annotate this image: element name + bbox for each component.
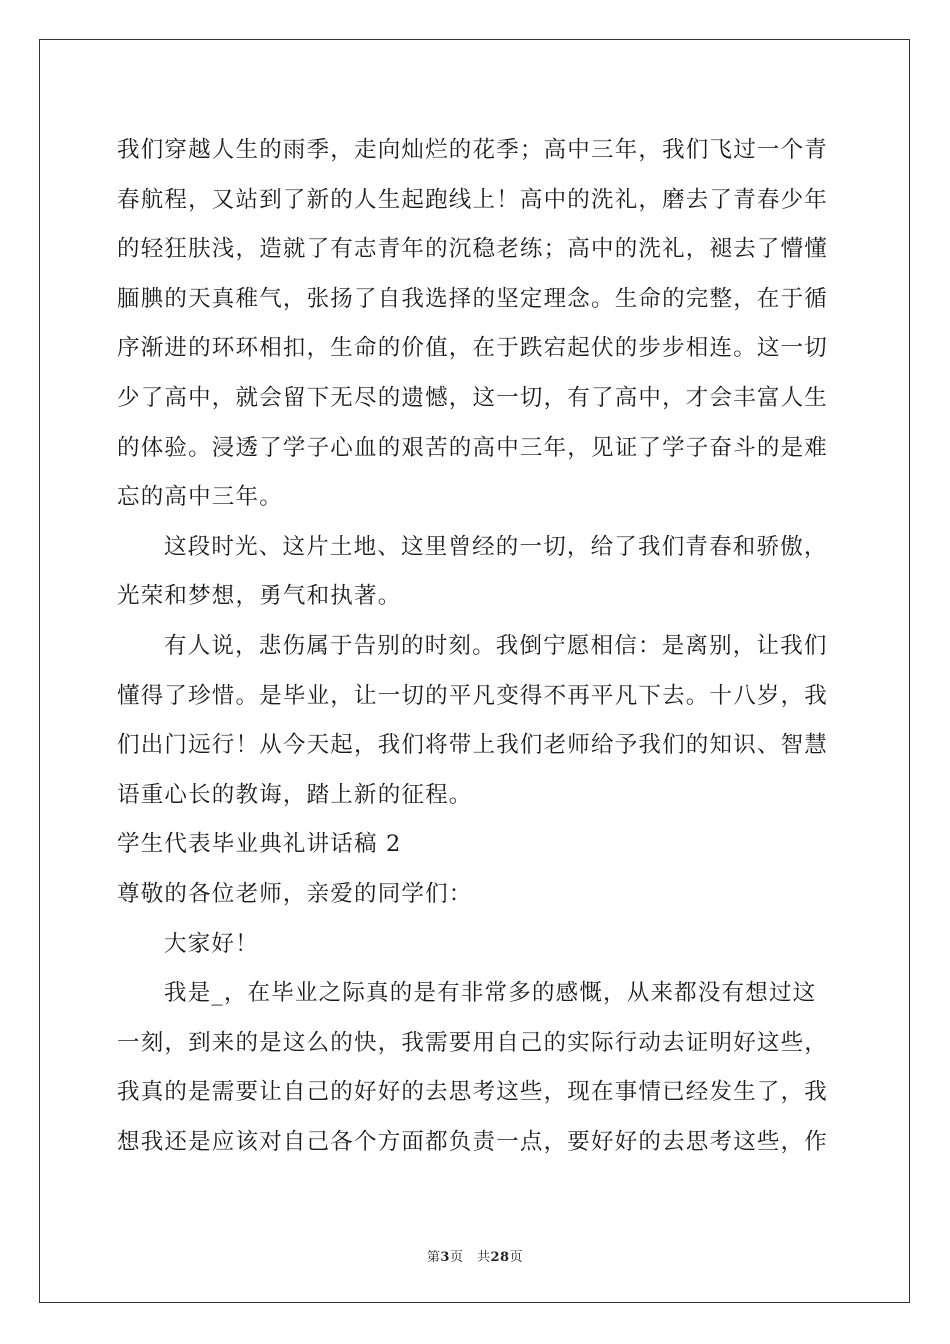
paragraph-start: 我是_，在毕业之际真的是有非常多的感慨，从来都没有想过这 [164, 980, 817, 1007]
paragraph-start: 有人说，悲伤属于告别的时刻。我倒宁愿相信：是离别，让我们 [164, 632, 828, 659]
text-line: 语重心长的教诲，踏上新的征程。 [117, 781, 473, 808]
text-line: 腼腆的天真稚气，张扬了自我选择的坚定理念。生命的完整，在于循 [117, 285, 829, 312]
text-line: 一刻，到来的是这么的快，我需要用自己的实际行动去证明好这些， [117, 1029, 829, 1056]
total-page-count: 28 [490, 1250, 510, 1265]
page-footer [0, 1246, 950, 1265]
footer-prefix: 第 [426, 1250, 441, 1265]
footer-mid: 页 共 [449, 1250, 491, 1265]
text-line: 我们穿越人生的雨季，走向灿烂的花季；高中三年，我们飞过一个青 [117, 137, 829, 163]
text-line: 少了高中，就会留下无尽的遗憾，这一切，有了高中，才会丰富人生 [117, 384, 829, 411]
text-line: 春航程，又站到了新的人生起跑线上！高中的洗礼，磨去了青春少年 [117, 186, 829, 213]
text-line: 光荣和梦想，勇气和执著。 [117, 583, 402, 610]
paragraph-start: 这段时光、这片土地、这里曾经的一切，给了我们青春和骄傲， [164, 533, 828, 560]
text-line: 的体验。浸透了学子心血的艰苦的高中三年，见证了学子奋斗的是难 [117, 434, 829, 461]
greeting: 大家好！ [164, 930, 259, 957]
document-body [117, 126, 833, 1167]
section-heading: 学生代表毕业典礼讲话稿 2 [117, 831, 402, 858]
text-line: 忘的高中三年。 [117, 484, 283, 511]
text-line: 懂得了珍惜。是毕业，让一切的平凡变得不再平凡下去。十八岁，我 [117, 682, 829, 709]
text-line: 的轻狂肤浅，造就了有志青年的沉稳老练；高中的洗礼，褪去了懵懂 [117, 236, 829, 263]
salutation: 尊敬的各位老师，亲爱的同学们： [117, 880, 473, 907]
text-line: 想我还是应该对自己各个方面都负责一点，要好好的去思考这些，作 [117, 1128, 829, 1155]
text-line: 我真的是需要让自己的好好的去思考这些，现在事情已经发生了，我 [117, 1079, 829, 1106]
text-line: 们出门远行！从今天起，我们将带上我们老师给予我们的知识、智慧 [117, 732, 829, 759]
current-page-number: 3 [440, 1250, 450, 1265]
text-line: 序渐进的环环相扣，生命的价值，在于跌宕起伏的步步相连。这一切 [117, 335, 829, 362]
footer-suffix: 页 [509, 1250, 524, 1265]
